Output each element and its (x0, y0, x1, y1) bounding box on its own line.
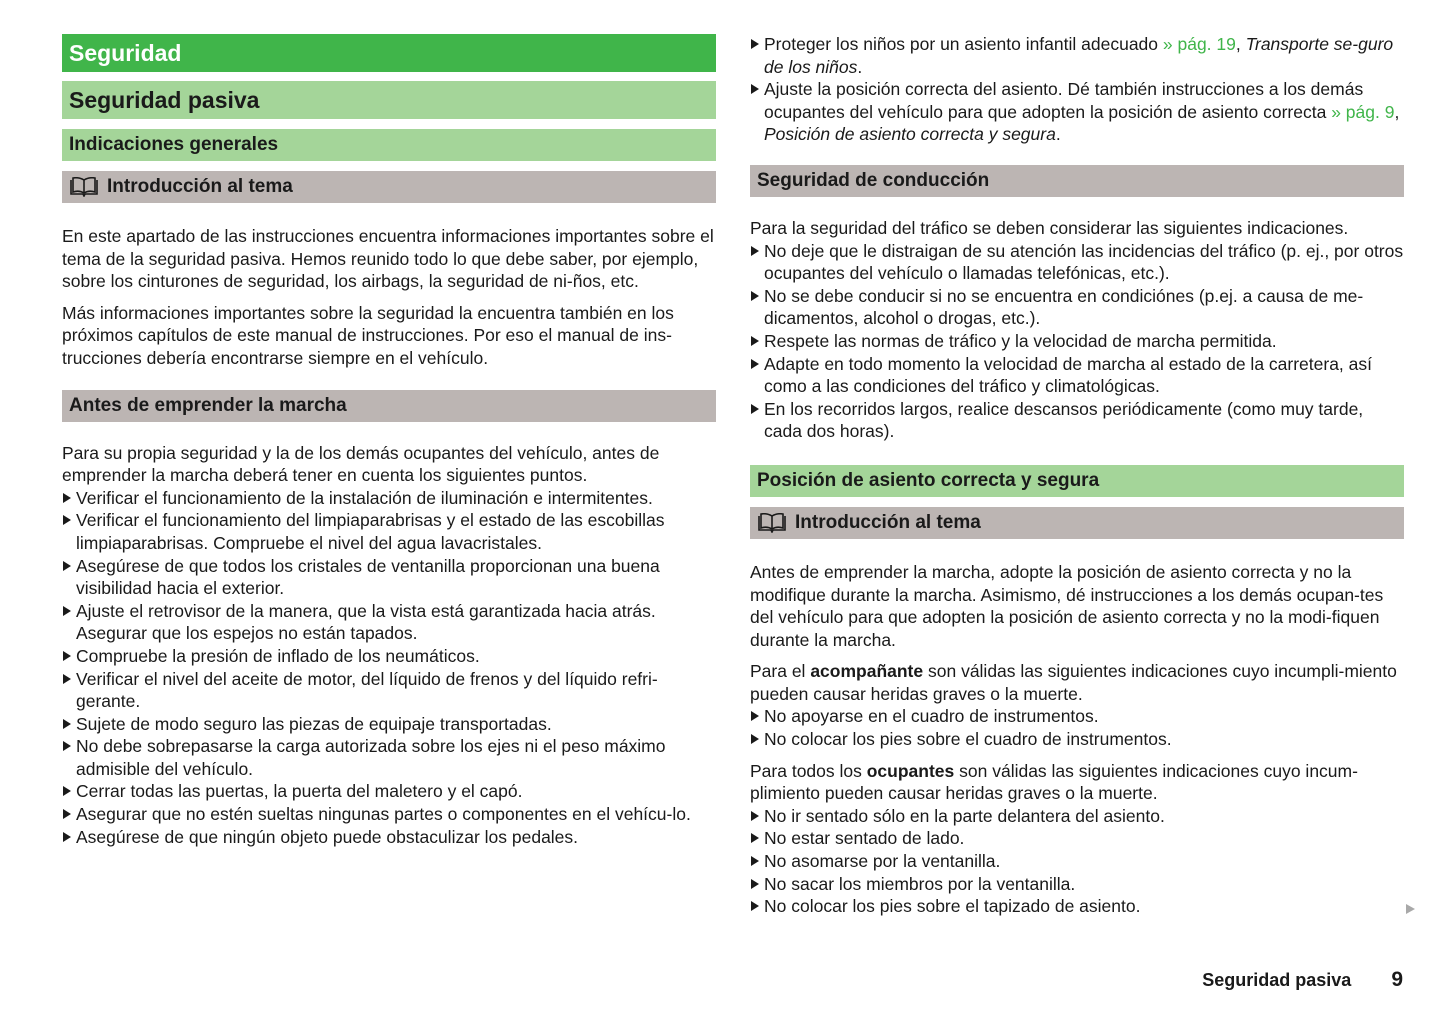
page-link-9[interactable]: » pág. 9 (1331, 101, 1395, 122)
list-item: No estar sentado de lado. (750, 827, 1404, 850)
acompanante-intro: Para el acompañante son válidas las siguientes indicaciones cuyo incumpli-miento pueden causar heridas graves o la muerte. (750, 661, 1397, 704)
list-item: Compruebe la presión de inflado de los neumáticos. (62, 645, 716, 668)
conduccion-intro: Para la seguridad del tráfico se deben considerar las siguientes indicaciones. (750, 217, 1349, 238)
section-header-conduccion: Seguridad de conducción (750, 165, 1404, 197)
list-item: No debe sobrepasarse la carga autorizada sobre los ejes ni el peso máximo admisible del vehículo. (62, 735, 716, 780)
list-item: Asegurar que no estén sueltas ningunas partes o componentes en el vehícu-lo. (62, 803, 716, 826)
right-column (750, 33, 1404, 918)
conduccion-list (750, 240, 1404, 443)
list-item: No asomarse por la ventanilla. (750, 850, 1404, 873)
list-item: Verificar el funcionamiento del limpiaparabrisas y el estado de las escobillas limpiaparabrisas. Compruebe el nivel del agua lavacristales. (62, 509, 716, 554)
list-item: Verificar el nivel del aceite de motor, del líquido de frenos y del líquido refri-gerante. (62, 668, 716, 713)
topic-header-label: Introducción al tema (107, 176, 293, 197)
list-item: No apoyarse en el cuadro de instrumentos. (750, 705, 1404, 728)
list-item: Proteger los niños por un asiento infantil adecuado » pág. 19, Transporte se-guro de los niños. (750, 33, 1404, 78)
page-footer (1100, 968, 1403, 992)
list-item: Asegúrese de que ningún objeto puede obstaculizar los pedales. (62, 826, 716, 849)
continued-list (750, 33, 1404, 146)
antes-list (62, 487, 716, 849)
section-header-indicaciones: Indicaciones generales (62, 129, 716, 161)
antes-intro: Para su propia seguridad y la de los demás ocupantes del vehículo, antes de emprender la marcha deberá tener en cuenta los siguientes puntos. (62, 442, 660, 486)
ocupantes-list (750, 805, 1404, 918)
book-icon (69, 177, 99, 197)
posicion-paragraph: Antes de emprender la marcha, adopte la posición de asiento correcta y no la modifique durante la marcha. Asimismo, dé instrucciones a los demás ocupan-tes del vehículo para que adopten la posición de asiento correcta y no la modi-fiquen durante la marcha. (750, 561, 1384, 650)
list-item: No ir sentado sólo en la parte delantera del asiento. (750, 805, 1404, 828)
list-item: Ajuste el retrovisor de la manera, que la vista está garantizada hacia atrás. Asegurar que los espejos no están tapados. (62, 600, 716, 645)
list-item: No deje que le distraigan de su atención las incidencias del tráfico (p. ej., por otros ocupantes del vehículo o llamadas telefónicas, etc.). (750, 240, 1404, 285)
page-number: 9 (1391, 968, 1403, 991)
left-column (62, 34, 716, 848)
section-header-antes: Antes de emprender la marcha (62, 390, 716, 422)
list-item: Adapte en todo momento la velocidad de marcha al estado de la carretera, así como a las condiciones del tráfico y climatológicas. (750, 353, 1404, 398)
ocupantes-intro: Para todos los ocupantes son válidas las siguientes indicaciones cuyo incum-plimiento pueden causar heridas graves o la muerte. (750, 760, 1358, 804)
list-item: No colocar los pies sobre el cuadro de instrumentos. (750, 728, 1404, 751)
section-header-seguridad-pasiva: Seguridad pasiva (62, 81, 716, 119)
intro-paragraph-1: En este apartado de las instrucciones encuentra informaciones importantes sobre el tema de la seguridad pasiva. Hemos reunido todo lo que debe saber, por ejemplo, sobre los cinturones de seguridad, los airbags, la seguridad de ni-ños, etc. (62, 226, 714, 292)
list-item: No colocar los pies sobre el tapizado de asiento. (750, 895, 1404, 918)
list-item: Asegúrese de que todos los cristales de ventanilla proporcionan una buena visibilidad hacia el exterior. (62, 555, 716, 600)
list-item: Verificar el funcionamiento de la instalación de iluminación e intermitentes. (62, 487, 716, 510)
cross-reference: Posición de asiento correcta y segura (764, 124, 1056, 145)
intro-paragraph-2: Más informaciones importantes sobre la seguridad la encuentra también en los próximos capítulos de este manual de instrucciones. Por eso el manual de ins-trucciones debería encontrarse siempre en el vehículo. (62, 302, 674, 368)
topic-header-label: Introducción al tema (795, 511, 981, 533)
continue-arrow-icon (1406, 904, 1415, 914)
topic-header-intro (62, 171, 716, 203)
book-icon (757, 513, 787, 533)
topic-header-intro (750, 507, 1404, 539)
cross-reference: Transporte se-guro de los niños (764, 34, 1394, 77)
list-item: No se debe conducir si no se encuentra en condiciónes (p.ej. a causa de me-dicamentos, alcohol o drogas, etc.). (750, 285, 1404, 330)
list-item: Respete las normas de tráfico y la velocidad de marcha permitida. (750, 330, 1404, 353)
list-item: En los recorridos largos, realice descansos periódicamente (como muy tarde, cada dos horas). (750, 398, 1404, 443)
list-item: Cerrar todas las puertas, la puerta del maletero y el capó. (62, 780, 716, 803)
list-item: Sujete de modo seguro las piezas de equipaje transportadas. (62, 713, 716, 736)
list-item: No sacar los miembros por la ventanilla. (750, 873, 1404, 896)
list-item: Ajuste la posición correcta del asiento. Dé también instrucciones a los demás ocupantes del vehículo para que adopten la posición de asiento correcta » pág. 9, Posición de asiento correcta y segura. (750, 78, 1404, 146)
page-link-19[interactable]: » pág. 19 (1162, 34, 1236, 54)
acompanante-list (750, 705, 1404, 750)
section-header-seguridad: Seguridad (62, 34, 716, 72)
footer-section-title: Seguridad pasiva (1202, 969, 1352, 990)
section-header-posicion: Posición de asiento correcta y segura (750, 465, 1404, 497)
